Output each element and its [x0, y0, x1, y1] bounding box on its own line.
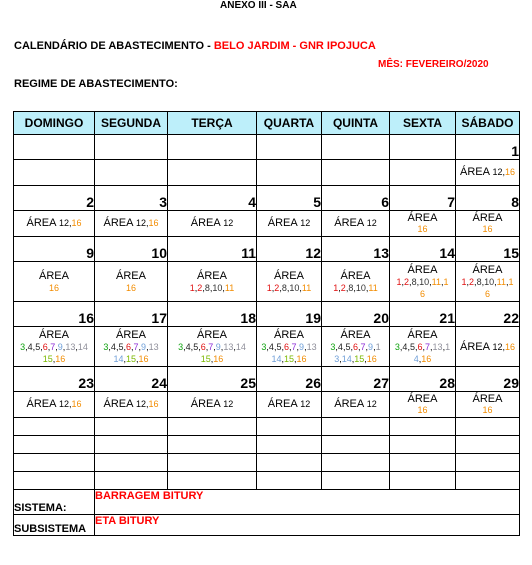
sistema-label: SISTEMA:	[14, 490, 95, 515]
weekday-saturday: SÁBADO	[456, 112, 520, 135]
weekday-friday: SEXTA	[390, 112, 456, 135]
day-number-28: 28	[390, 367, 456, 392]
area-day-16: ÁREA 3,4,5,6,7,9,13,14 15,16	[14, 327, 95, 367]
area-day-17: ÁREA 3,4,5,6,7,9,13 14,15,16	[95, 327, 168, 367]
day-number-11: 11	[168, 237, 257, 262]
area-day-24: ÁREA 12,16	[95, 392, 168, 418]
day-number-26: 26	[257, 367, 322, 392]
week-3-area-row	[14, 262, 520, 302]
week-4-area-row	[14, 327, 520, 367]
sistema-value: BARRAGEM BITURY	[95, 490, 520, 515]
subsistema-value: ETA BITURY	[95, 515, 520, 536]
area-day-26: ÁREA 12	[257, 392, 322, 418]
week-2-number-row	[14, 186, 520, 211]
day-cell-empty	[14, 135, 95, 160]
day-number-27: 27	[322, 367, 390, 392]
area-day-29: ÁREA 16	[456, 392, 520, 418]
area-day-3: ÁREA 12,16	[95, 211, 168, 237]
day-number-8: 8	[456, 186, 520, 211]
day-number-21: 21	[390, 302, 456, 327]
area-day-19: ÁREA 3,4,5,6,7,9,13 14,15,16	[257, 327, 322, 367]
area-day-22: ÁREA 12,16	[456, 327, 520, 367]
area-day-6: ÁREA 12	[322, 211, 390, 237]
day-number-29: 29	[456, 367, 520, 392]
week-3-number-row	[14, 237, 520, 262]
day-number-13: 13	[322, 237, 390, 262]
area-day-21: ÁREA 3,4,5,6,7,13,1 4,16	[390, 327, 456, 367]
area-day-18: ÁREA 3,4,5,6,7,9,13,14 15,16	[168, 327, 257, 367]
area-day-25: ÁREA 12	[168, 392, 257, 418]
area-day-27: ÁREA 12	[322, 392, 390, 418]
area-word: ÁREA	[460, 166, 490, 178]
day-cell-empty	[168, 135, 257, 160]
document-title: ANEXO III - SAA	[220, 0, 297, 11]
day-number-15: 15	[456, 237, 520, 262]
empty-row	[14, 436, 520, 454]
area-day-2: ÁREA 12,16	[14, 211, 95, 237]
weekday-thursday: QUINTA	[322, 112, 390, 135]
area-day-4: ÁREA 12	[168, 211, 257, 237]
day-cell-empty	[322, 135, 390, 160]
day-number-20: 20	[322, 302, 390, 327]
area-day-11: ÁREA 1,2,8,10,11	[168, 262, 257, 302]
calendar-location: BELO JARDIM - GNR IPOJUCA	[213, 40, 376, 52]
day-number-17: 17	[95, 302, 168, 327]
week-2-area-row	[14, 211, 520, 237]
area-day-8: ÁREA 16	[456, 211, 520, 237]
day-number-12: 12	[257, 237, 322, 262]
weekday-tuesday: TERÇA	[168, 112, 257, 135]
day-number-14: 14	[390, 237, 456, 262]
empty-row	[14, 472, 520, 490]
day-number-9: 9	[14, 237, 95, 262]
day-number-24: 24	[95, 367, 168, 392]
day-number-3: 3	[95, 186, 168, 211]
week-5-area-row	[14, 392, 520, 418]
calendar-heading	[14, 40, 376, 52]
day-number-23: 23	[14, 367, 95, 392]
week-4-number-row	[14, 302, 520, 327]
day-number-10: 10	[95, 237, 168, 262]
day-cell-empty	[95, 135, 168, 160]
day-number-25: 25	[168, 367, 257, 392]
day-number-4: 4	[168, 186, 257, 211]
area-day-28: ÁREA 16	[390, 392, 456, 418]
day-cell-empty	[390, 135, 456, 160]
day-number-7: 7	[390, 186, 456, 211]
day-number-5: 5	[257, 186, 322, 211]
area-day-5: ÁREA 12	[257, 211, 322, 237]
day-cell-empty	[257, 135, 322, 160]
area-day-1: ÁREA 12,16	[456, 160, 520, 186]
subsistema-row	[14, 515, 520, 536]
day-number-2: 2	[14, 186, 95, 211]
day-number-6: 6	[322, 186, 390, 211]
sistema-row	[14, 490, 520, 515]
area-day-15: ÁREA 1,2,8,10,11,1 6	[456, 262, 520, 302]
day-number-16: 16	[14, 302, 95, 327]
day-number-1: 1	[456, 135, 520, 160]
area-day-23: ÁREA 12,16	[14, 392, 95, 418]
weekday-header-row	[14, 112, 520, 135]
week-5-number-row	[14, 367, 520, 392]
week-1-number-row	[14, 135, 520, 160]
area-day-7: ÁREA 16	[390, 211, 456, 237]
area-day-20: ÁREA 3,4,5,6,7,9,1 3,14,15,16	[322, 327, 390, 367]
empty-row	[14, 418, 520, 436]
regime-label: REGIME DE ABASTECIMENTO:	[14, 78, 178, 90]
area-day-12: ÁREA 1,2,8,10,11	[257, 262, 322, 302]
weekday-monday: SEGUNDA	[95, 112, 168, 135]
weekday-wednesday: QUARTA	[257, 112, 322, 135]
day-number-18: 18	[168, 302, 257, 327]
calendar-label: CALENDÁRIO DE ABASTECIMENTO -	[14, 40, 211, 52]
subsistema-label: SUBSISTEMA	[14, 515, 95, 536]
area-day-14: ÁREA 1,2,8,10,11,1 6	[390, 262, 456, 302]
area-day-10: ÁREA 16	[95, 262, 168, 302]
weekday-sunday: DOMINGO	[14, 112, 95, 135]
month-label: MÊS: FEVEREIRO/2020	[378, 59, 489, 70]
area-day-9: ÁREA 16	[14, 262, 95, 302]
day-number-19: 19	[257, 302, 322, 327]
week-1-area-row	[14, 160, 520, 186]
area-day-13: ÁREA 1,2,8,10,11	[322, 262, 390, 302]
supply-calendar	[13, 111, 520, 536]
empty-row	[14, 454, 520, 472]
day-number-22: 22	[456, 302, 520, 327]
